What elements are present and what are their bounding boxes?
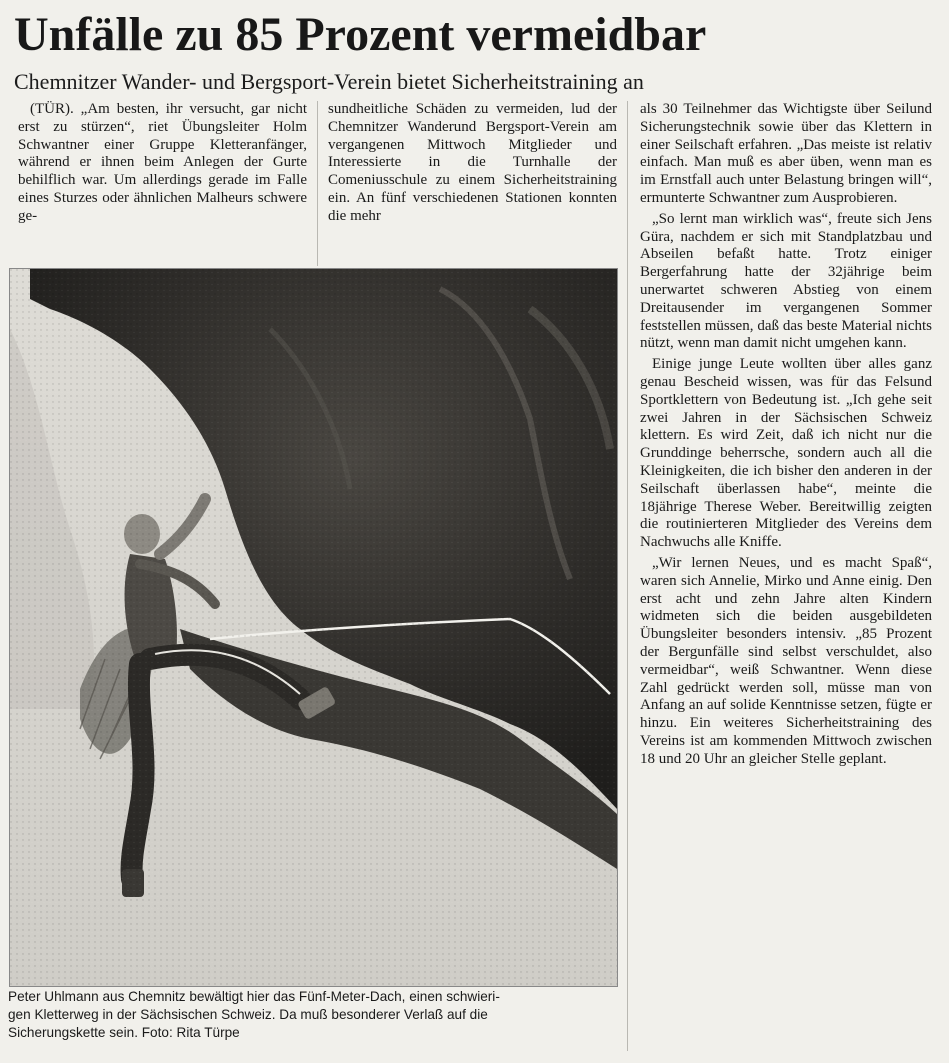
article-paragraph: Einige junge Leute wollten über alles ganz genau Bescheid wissen, was für das Felsund Sportklettern von Bedeutung ist. „Ich gehe seit zwei Jahren in der Sächsischen Schweiz klettern. Es wird Zeit, daß ich nicht nur die Grunddinge beherrsche, sondern auch all die Kleinigkeiten, die ich bisher den anderen in der Seilschaft überlassen habe“, meinte die 18jährige Therese Weber. Bereitwillig zeigten die routinierteren Mitglieder des Vereins dem Nachwuchs alle Kniffe. [640,356,932,551]
article-paragraph: (TÜR). „Am besten, ihr versucht, gar nicht erst zu stürzen“, riet Übungsleiter Holm Schwantner einer Gruppe Kletteranfänger, während er ihnen beim Anlegen der Gurte behilflich war. Um allerdings gerade im Falle eines Sturzes oder ähnlichen Malheurs schwere ge- [18,101,307,224]
article-paragraph: „Wir lernen Neues, und es macht Spaß“, waren sich Annelie, Mirko und Anne einig. Den erst acht und zehn Jahre alten Kindern widmeten sich die beiden ausgebildeten Übungsleiter besonders intensiv. „85 Prozent der Bergunfälle sind selbst verschuldet, also vermeidbar“, weiß Schwantner. Wenn diese Zahl gedrückt werden soll, müsse man von Anfang an auf solide Kenntnisse setzen, fügte er hinzu. Ein weiteres Sicherheitstraining des Vereins ist am kommenden Mittwoch zwischen 18 und 20 Uhr an gleicher Stelle geplant. [640,554,932,767]
article-paragraph: „So lernt man wirklich was“, freute sich Jens Güra, nachdem er sich mit Standplatzbau und Abseilen befaßt hatte. Trotz einiger Bergerfahrung hatte der 32jährige beim unerwartet schweren Abstieg von einem Dreitausender im vergangenen Sommer feststellen müssen, daß das beste Material nichts nützt, wenn man damit nicht umgehen kann. [640,210,932,352]
caption-line: Sicherungskette sein. Foto: Rita Türpe [8,1025,240,1040]
caption-line: Peter Uhlmann aus Chemnitz bewältigt hier das Fünf-Meter-Dach, einen schwieri- [8,989,500,1004]
column-rule-1 [317,101,318,266]
article-paragraph: als 30 Teilnehmer das Wichtigste über Seilund Sicherungstechnik sowie über das Klettern in einer Seilschaft erfahren. „Das meiste ist relativ einfach. Man muß es aber üben, wenn man es im Ernstfall auch unter Belastung bringen will“, ermunterte Schwantner zum Ausprobieren. [640,101,932,206]
bottom-bleed-strip [0,1052,949,1063]
climbing-photo [9,268,618,987]
column-rule-2 [627,101,628,1051]
article-subheadline: Chemnitzer Wander- und Bergsport-Verein bietet Sicherheitstraining an [14,69,644,94]
article-paragraph: sundheitliche Schäden zu vermeiden, lud der Chemnitzer Wanderund Bergsport-Verein am vergangenen Mittwoch Mitglieder und Interessierte in die Turnhalle der Comeniusschule zu einem Sicherheitstraining ein. An fünf verschiedenen Stationen konnten die mehr [328,101,617,224]
article-column-3 [640,101,932,771]
article-headline: Unfälle zu 85 Prozent vermeidbar [14,8,707,61]
article-column-2 [328,101,617,229]
climber-on-overhang-image [10,269,617,986]
article-column-1 [18,101,307,229]
caption-line: gen Kletterweg in der Sächsischen Schweiz. Da muß besonderer Verlaß auf die [8,1007,488,1022]
photo-caption [8,988,620,1042]
